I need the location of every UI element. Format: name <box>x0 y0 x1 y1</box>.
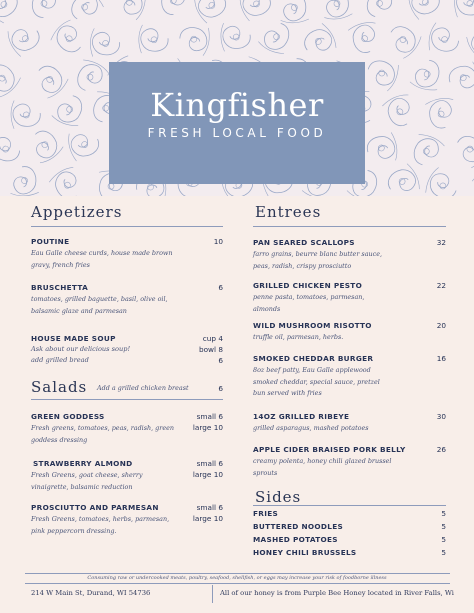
salads-addon-note: Add a grilled chicken breast <box>97 384 189 392</box>
item-price: 10 <box>213 237 223 246</box>
salads-addon-price: 6 <box>218 384 223 393</box>
item-name: GREEN GODDESS <box>31 412 105 421</box>
item-description: creamy polenta, honey chili glazed brussel sprouts <box>253 457 392 477</box>
item-price-small: small 6 <box>196 412 223 421</box>
honey-note: All of our honey is from Purple Bee Honey located in River Falls, Wi <box>220 589 454 597</box>
item-price-large: large 10 <box>192 514 223 523</box>
item-name: STRAWBERRY ALMOND <box>33 459 133 468</box>
item-name: BUTTERED NOODLES <box>253 522 344 531</box>
footer-separator <box>212 585 213 603</box>
item-name: BRUSCHETTA <box>31 283 89 292</box>
item-name: GRILLED CHICKEN PESTO <box>253 281 363 290</box>
item-price-small: small 6 <box>196 459 223 468</box>
restaurant-address: 214 W Main St, Durand, WI 54736 <box>31 589 151 597</box>
item-name: HONEY CHILI BRUSSELS <box>253 548 357 557</box>
item-name: WILD MUSHROOM RISOTTO <box>253 321 372 330</box>
soup-addon-price: 6 <box>218 356 223 365</box>
item-price: 32 <box>436 238 446 247</box>
soup-cup-price: cup 4 <box>202 334 223 343</box>
item-price-small: small 6 <box>196 503 223 512</box>
item-description: farro grains, beurre blanc butter sauce, peas, radish, crispy prosciutto <box>253 250 383 270</box>
footer-divider <box>25 583 450 584</box>
item-description: Fresh Greens, goat cheese, sherry vinaigrette, balsamic reduction <box>31 471 143 491</box>
item-price: 5 <box>441 509 446 518</box>
item-description: Fresh greens, tomatoes, peas, radish, green goddess dressing <box>31 424 174 444</box>
item-name: SMOKED CHEDDAR BURGER <box>253 354 374 363</box>
footer-top-rule <box>25 573 450 574</box>
item-name: MASHED POTATOES <box>253 535 338 544</box>
item-price: 5 <box>441 548 446 557</box>
item-name: POUTINE <box>31 237 70 246</box>
item-description: grilled asparagus, mashed potatoes <box>253 424 369 432</box>
item-name: 14OZ GRILLED RIBEYE <box>253 412 350 421</box>
appetizers-rule <box>31 226 223 227</box>
soup-note: Ask about our delicious soup! <box>31 345 131 353</box>
item-description: penne pasta, tomatoes, parmesan, almonds <box>253 293 365 313</box>
item-description: Fresh Greens, tomatoes, herbs, parmesan, pink peppercorn dressing. <box>31 515 170 535</box>
item-description: Eau Galle cheese curds, house made brown gravy, french fries <box>31 249 173 269</box>
entrees-rule <box>253 226 446 227</box>
item-price-large: large 10 <box>192 423 223 432</box>
restaurant-name: Kingfisher <box>150 86 324 124</box>
header-banner <box>0 0 474 196</box>
soup-bowl-price: bowl 8 <box>198 345 223 354</box>
soup-row <box>31 356 223 368</box>
item-price: 6 <box>218 283 223 292</box>
item-price: 20 <box>436 321 446 330</box>
item-price: 26 <box>436 445 446 454</box>
food-safety-disclaimer: Consuming raw or undercooked meats, poultry, seafood, shellfish, or eggs may increase your risk of foodborne illness <box>87 575 387 581</box>
item-name: PAN SEARED SCALLOPS <box>253 238 355 247</box>
salads-rule <box>31 399 223 400</box>
sides-rule <box>253 505 446 506</box>
item-price: 16 <box>436 354 446 363</box>
item-description: tomatoes, grilled baguette, basil, olive oil, balsamic glaze and parmesan <box>31 295 168 315</box>
item-price: 5 <box>441 522 446 531</box>
restaurant-tagline: FRESH LOCAL FOOD <box>147 126 327 140</box>
item-price: 22 <box>436 281 446 290</box>
item-name: FRIES <box>253 509 279 518</box>
item-name: HOUSE MADE SOUP <box>31 334 116 343</box>
soup-addon: add grilled bread <box>31 356 89 364</box>
item-name: PROSCIUTTO AND PARMESAN <box>31 503 159 512</box>
item-price: 30 <box>436 412 446 421</box>
item-description: truffle oil, parmesan, herbs. <box>253 333 344 341</box>
appetizers-heading: Appetizers <box>31 203 123 221</box>
item-price: 5 <box>441 535 446 544</box>
salads-heading: Salads <box>31 378 88 396</box>
entrees-heading: Entrees <box>255 203 322 221</box>
item-price-large: large 10 <box>192 470 223 479</box>
logo-box <box>109 62 365 184</box>
item-name: APPLE CIDER BRAISED PORK BELLY <box>253 445 406 454</box>
sides-heading: Sides <box>255 488 302 506</box>
item-description: 8oz beef patty, Eau Galle applewood smoked cheddar, special sauce, pretzel bun served with fries <box>253 366 380 398</box>
